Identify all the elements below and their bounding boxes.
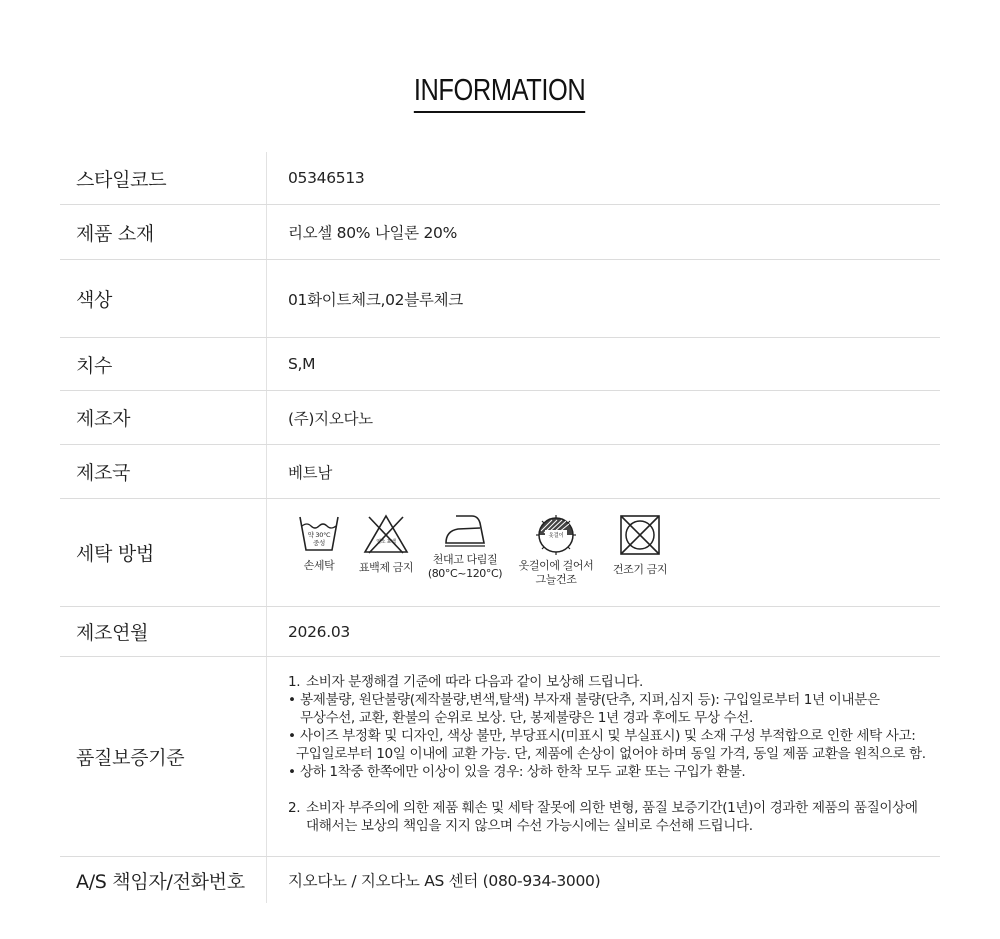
care-item-line-dry — [508, 513, 604, 587]
warranty-text-line: 무상수선, 교환, 환불의 순위로 보상. 단, 봉제불량은 1년 경과 후에도 무상 수선. — [300, 710, 753, 726]
warranty-line — [288, 673, 926, 691]
line-dry-text: 옷걸이 — [548, 533, 564, 539]
page-title: INFORMATION — [414, 72, 586, 113]
care-list — [288, 499, 676, 606]
row-label: 제품 소재 — [60, 205, 267, 259]
care-label — [304, 559, 335, 573]
row-label: 품질보증기준 — [60, 657, 267, 856]
warranty-line — [288, 691, 926, 709]
row-label: 색상 — [60, 260, 267, 337]
row-value: 지오다노 / 지오다노 AS 센터 (080-934-3000) — [288, 872, 601, 890]
warranty-line — [288, 817, 926, 835]
care-symbols — [267, 499, 940, 606]
row-manufacture-date — [60, 607, 940, 657]
warranty-line — [288, 763, 926, 781]
row-care — [60, 499, 940, 607]
warranty-text-line: 상하 1착중 한쪽에만 이상이 있을 경우: 상하 한착 모두 교환 또는 구입가 환불. — [300, 764, 746, 780]
care-item-no-bleach — [350, 513, 422, 575]
care-label-line: 손세탁 — [303, 559, 335, 572]
bullet: • — [288, 764, 296, 780]
care-label — [359, 561, 413, 575]
row-value: 2026.03 — [288, 622, 350, 641]
row-size — [60, 338, 940, 391]
row-country — [60, 445, 940, 499]
row-label: 제조연월 — [60, 607, 267, 656]
row-label: 제조자 — [60, 391, 267, 444]
row-value: (주)지오다노 — [288, 409, 373, 428]
warranty-line — [288, 709, 926, 727]
care-label — [428, 553, 502, 581]
care-label-line: 표백제 금지 — [358, 561, 414, 574]
care-label — [519, 559, 594, 587]
warranty-text-line: 구입일로부터 10일 이내에 교환 가능. 단, 제품에 손상이 없어야 하며 동일 가격, 동일 제품 교환을 원칙으로 함. — [296, 746, 926, 762]
warranty-text-line: 사이즈 부정확 및 디자인, 색상 불만, 부당표시(미표시 및 부실표시) 및 소재 구성 부적합으로 인한 세탁 사고: — [300, 728, 916, 744]
bullet: • — [288, 692, 296, 708]
row-label: 치수 — [60, 338, 267, 390]
row-label: 스타일코드 — [60, 152, 267, 204]
hand-wash-icon — [297, 513, 341, 553]
info-table — [60, 152, 940, 903]
row-manufacturer — [60, 391, 940, 445]
row-value: S,M — [288, 355, 316, 373]
hand-wash-neutral: 중성 — [313, 539, 325, 547]
warranty-line — [288, 799, 926, 817]
care-item-hand-wash — [288, 513, 350, 573]
row-warranty — [60, 657, 940, 857]
row-style-code — [60, 152, 940, 205]
title-wrap — [0, 72, 1000, 113]
warranty-text — [267, 657, 940, 856]
row-material — [60, 205, 940, 260]
care-label-line: (80°C~120°C) — [427, 567, 503, 580]
row-as-contact — [60, 857, 940, 903]
row-value: 리오셀 80% 나일론 20% — [288, 224, 458, 242]
care-label-line: 옷걸이에 걸어서 — [518, 559, 594, 572]
hand-wash-temp: 약 30°C — [307, 531, 331, 539]
warranty-text-line: 소비자 분쟁해결 기준에 따라 다음과 같이 보상해 드립니다. — [306, 674, 643, 690]
row-value: 05346513 — [288, 169, 365, 187]
row-label: 제조국 — [60, 445, 267, 498]
care-label-line: 건조기 금지 — [612, 563, 668, 576]
list-number: 2. — [288, 800, 301, 816]
warranty-line — [288, 745, 926, 763]
list-number: 1. — [288, 674, 301, 690]
care-label-line: 천대고 다림질 — [432, 553, 498, 566]
row-value: 01화이트체크,02블루체크 — [288, 290, 463, 309]
spacer — [288, 781, 926, 799]
bullet: • — [288, 728, 296, 744]
warranty-text-line: 소비자 부주의에 의한 제품 훼손 및 세탁 잘못에 의한 변형, 품질 보증기간(1년)이 경과한 제품의 품질이상에 — [306, 800, 918, 816]
care-item-iron — [422, 513, 508, 581]
warranty-text-line: 대해서는 보상의 책임을 지지 않으며 수선 가능시에는 실비로 수선해 드립니다. — [306, 818, 753, 834]
warranty-block — [288, 657, 926, 835]
row-label: A/S 책임자/전화번호 — [60, 857, 267, 903]
no-bleach-icon — [362, 513, 410, 555]
care-label-line: 그늘건조 — [535, 573, 577, 586]
row-label: 세탁 방법 — [60, 499, 267, 606]
warranty-line — [288, 727, 926, 745]
row-color — [60, 260, 940, 338]
no-tumble-dry-icon — [618, 513, 662, 557]
iron-icon — [442, 513, 488, 549]
no-bleach-text: 염소 표백 — [376, 539, 396, 545]
care-item-no-tumble-dry — [604, 513, 676, 577]
line-dry-shade-icon — [532, 513, 580, 557]
row-value: 베트남 — [288, 463, 333, 482]
care-label — [613, 563, 667, 577]
warranty-text-line: 봉제불량, 원단불량(제작불량,변색,탈색) 부자재 불량(단추, 지퍼,심지 등): 구입일로부터 1년 이내분은 — [300, 692, 880, 708]
